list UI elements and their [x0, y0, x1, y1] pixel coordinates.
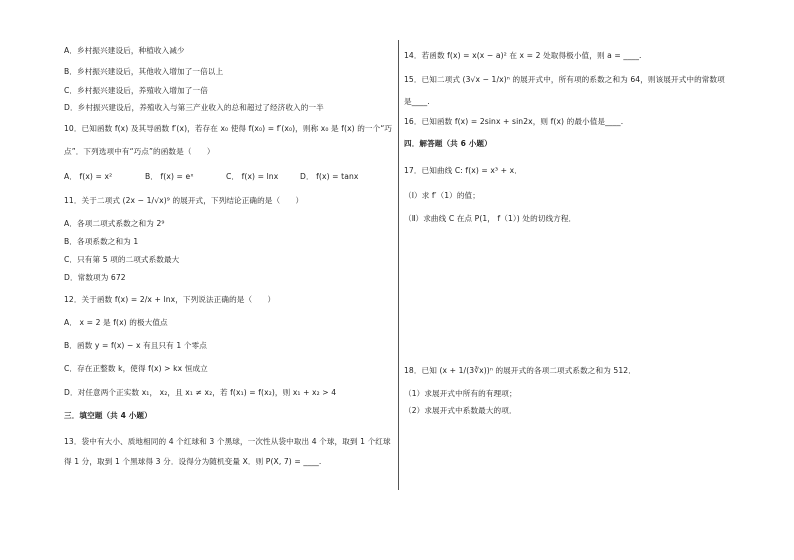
- q16-stem: 16．已知函数 f(x) = 2sinx + sin2x，则 f(x) 的最小值是____.: [404, 117, 624, 126]
- q11-option-d: D．常数项为 672: [64, 273, 126, 282]
- q10-stem-line2: 点”．下列选项中有“巧点”的函数是（ ）: [64, 147, 215, 156]
- q15-stem-line1: 15．已知二项式 (3√x − 1/x)ⁿ 的展开式中，所有项的系数之和为 64，则该展开式中的常数项: [404, 75, 725, 84]
- q18-stem: 18．已知 (x + 1/(3∛x))ⁿ 的展开式的各项二项式系数之和为 512．: [404, 366, 636, 375]
- q17-stem: 17．已知曲线 C: f(x) = x³ + x．: [404, 166, 522, 175]
- q10-option-a: A． f(x) = x²: [64, 172, 113, 181]
- q9-option-d: D．乡村振兴建设后，养殖收入与第三产业收入的总和超过了经济收入的一半: [64, 103, 324, 112]
- q11-option-c: C．只有第 5 项的二项式系数最大: [64, 255, 180, 264]
- q13-stem-line2: 得 1 分，取到 1 个黑球得 3 分．设得分为随机变量 X．则 P(X, 7) = ____.: [64, 457, 322, 466]
- q13-stem-line1: 13．袋中有大小、质地相同的 4 个红球和 3 个黑球，一次性从袋中取出 4 个球，取到 1 个红球: [64, 437, 391, 446]
- q11-stem: 11．关于二项式 (2x − 1/√x)⁹ 的展开式，下列结论正确的是（ ）: [64, 196, 304, 205]
- q14-stem: 14．若函数 f(x) = x(x − a)² 在 x = 2 处取得极小值，则 a = ____.: [404, 51, 642, 60]
- q12-option-c: C．存在正整数 k，使得 f(x) > kx 恒成立: [64, 364, 208, 373]
- q12-stem: 12．关于函数 f(x) = 2/x + lnx，下列说法正确的是（ ）: [64, 295, 276, 304]
- q12-option-b: B．函数 y = f(x) − x 有且只有 1 个零点: [64, 341, 207, 350]
- q10-option-c: C． f(x) = lnx: [226, 172, 279, 181]
- q17-part-1: （Ⅰ）求 f′（1）的值；: [404, 191, 480, 200]
- q17-part-2: （Ⅱ）求曲线 C 在点 P(1， f（1）) 处的切线方程．: [404, 214, 577, 223]
- column-divider: [398, 40, 399, 490]
- q9-option-b: B．乡村振兴建设后，其他收入增加了一倍以上: [64, 67, 224, 76]
- q18-part-1: （1）求展开式中所有的有理项；: [404, 389, 517, 398]
- q10-option-d: D． f(x) = tanx: [300, 172, 359, 181]
- q12-option-a: A． x = 2 是 f(x) 的极大值点: [64, 318, 168, 327]
- section-3-heading: 三．填空题（共 4 小题）: [64, 411, 152, 420]
- section-4-heading: 四．解答题（共 6 小题）: [404, 139, 492, 148]
- q10-stem-line1: 10．已知函数 f(x) 及其导函数 f′(x)，若存在 x₀ 使得 f(x₀) = f′(x₀)，则称 x₀ 是 f(x) 的一个“巧: [64, 124, 393, 133]
- q12-option-d: D．对任意两个正实数 x₁， x₂，且 x₁ ≠ x₂，若 f(x₁) = f(x₂)，则 x₁ + x₂ > 4: [64, 388, 337, 397]
- q10-option-b: B． f(x) = eˣ: [145, 172, 194, 181]
- q9-option-c: C．乡村振兴建设后，养殖收入增加了一倍: [64, 86, 208, 95]
- q11-option-a: A．各项二项式系数之和为 2⁹: [64, 219, 165, 228]
- q15-stem-line2: 是____.: [404, 97, 430, 106]
- q11-option-b: B．各项系数之和为 1: [64, 237, 139, 246]
- q18-part-2: （2）求展开式中系数最大的项．: [404, 406, 517, 415]
- q9-option-a: A．乡村振兴建设后，种植收入减少: [64, 46, 185, 55]
